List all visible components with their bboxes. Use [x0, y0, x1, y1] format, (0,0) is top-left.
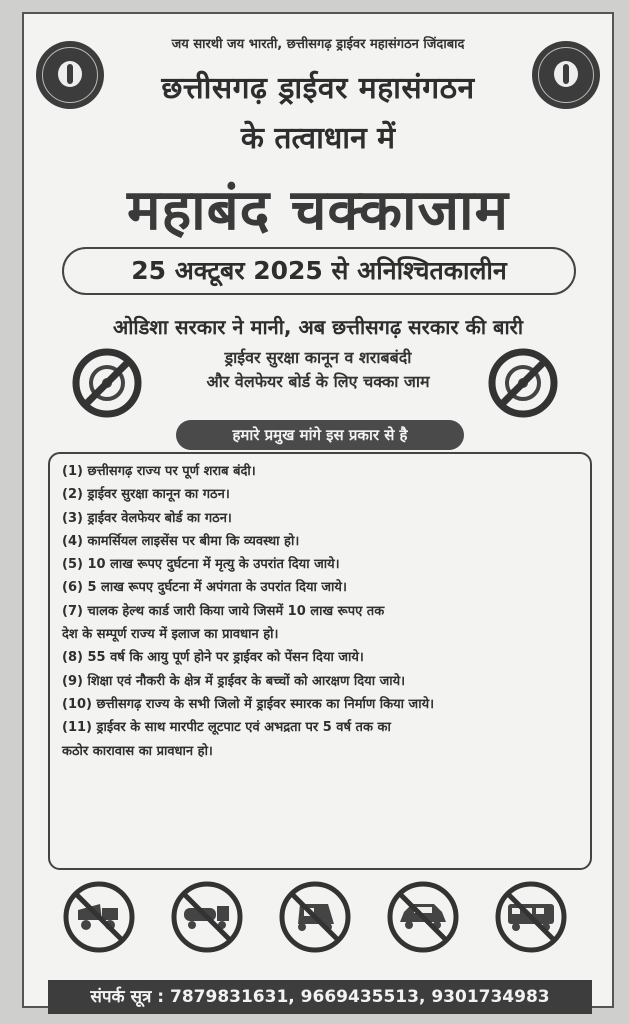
org-name: छत्तीसगढ़ ड्राईवर महासंगठन: [161, 71, 475, 106]
subline-1: ड्राईवर सुरक्षा कानून व शराबबंदी: [224, 348, 412, 367]
list-item: (5) 10 लाख रूपए दुर्घटना में मृत्यु के उपरांत दिया जाये।: [62, 557, 340, 573]
demands-list: [48, 452, 592, 870]
list-item: (8) 55 वर्ष कि आयु पूर्ण होने पर ड्राईवर को पेंसन दिया जाये।: [62, 650, 364, 666]
list-item: (3) ड्राईवर वेलफेयर बोर्ड का गठन।: [62, 510, 232, 526]
no-auto-rickshaw-icon: [278, 880, 352, 954]
slogan: जय सारथी जय भारती, छत्तीसगढ़ ड्राईवर महासंगठन जिंदाबाद: [171, 37, 465, 52]
list-item-continued: देश के सम्पूर्ण राज्य में इलाज का प्रावधान हो।: [62, 627, 279, 643]
list-item: (4) कामर्सियल लाइसेंस पर बीमा कि व्यवस्था हो।: [62, 533, 300, 549]
subline-2: और वेलफेयर बोर्ड के लिए चक्का जाम: [206, 372, 430, 391]
list-item: (10) छत्तीसगढ़ राज्य के सभी जिलो में ड्राईवर स्मारक का निर्माण किया जाये।: [62, 696, 435, 712]
no-tanker-icon: [170, 880, 244, 954]
no-bus-icon: [494, 880, 568, 954]
list-item: (2) ड्राईवर सुरक्षा कानून का गठन।: [62, 487, 230, 503]
list-item-continued: कठोर कारावास का प्रावधान हो।: [62, 743, 213, 759]
contact-footer: संपर्क सूत्र : 7879831631, 9669435513, 9301734983: [48, 980, 592, 1014]
no-steering-wheel-icon: [488, 348, 558, 418]
list-item: (6) 5 लाख रूपए दुर्घटना में अपंगता के उपरांत दिया जाये।: [62, 580, 347, 596]
list-item: (1) छत्तीसगढ़ राज्य पर पूर्ण शराब बंदी।: [62, 464, 256, 479]
page-title: महाबंद चक्काजाम: [126, 178, 510, 243]
odisha-line: ओडिशा सरकार ने मानी, अब छत्तीसगढ़ सरकार की बारी: [112, 315, 524, 339]
list-item: (11) ड्राईवर के साथ मारपीट लूटपाट एवं अभद्रता पर 5 वर्ष तक का: [62, 720, 391, 736]
date-banner: 25 अक्टूबर 2025 से अनिश्चितकालीन: [62, 247, 576, 295]
no-steering-wheel-icon: [72, 348, 142, 418]
no-dumper-truck-icon: [62, 880, 136, 954]
demands-heading: हमारे प्रमुख मांगे इस प्रकार से है: [176, 420, 464, 450]
under-aegis: के तत्वाधान में: [240, 121, 396, 156]
list-item: (9) शिक्षा एवं नौकरी के क्षेत्र में ड्राईवर के बच्चों को आरक्षण दिया जाये।: [62, 673, 406, 689]
no-car-icon: [386, 880, 460, 954]
poster: [22, 12, 614, 1008]
list-item: (7) चालक हेल्थ कार्ड जारी किया जाये जिसमें 10 लाख रूपए तक: [62, 603, 385, 619]
